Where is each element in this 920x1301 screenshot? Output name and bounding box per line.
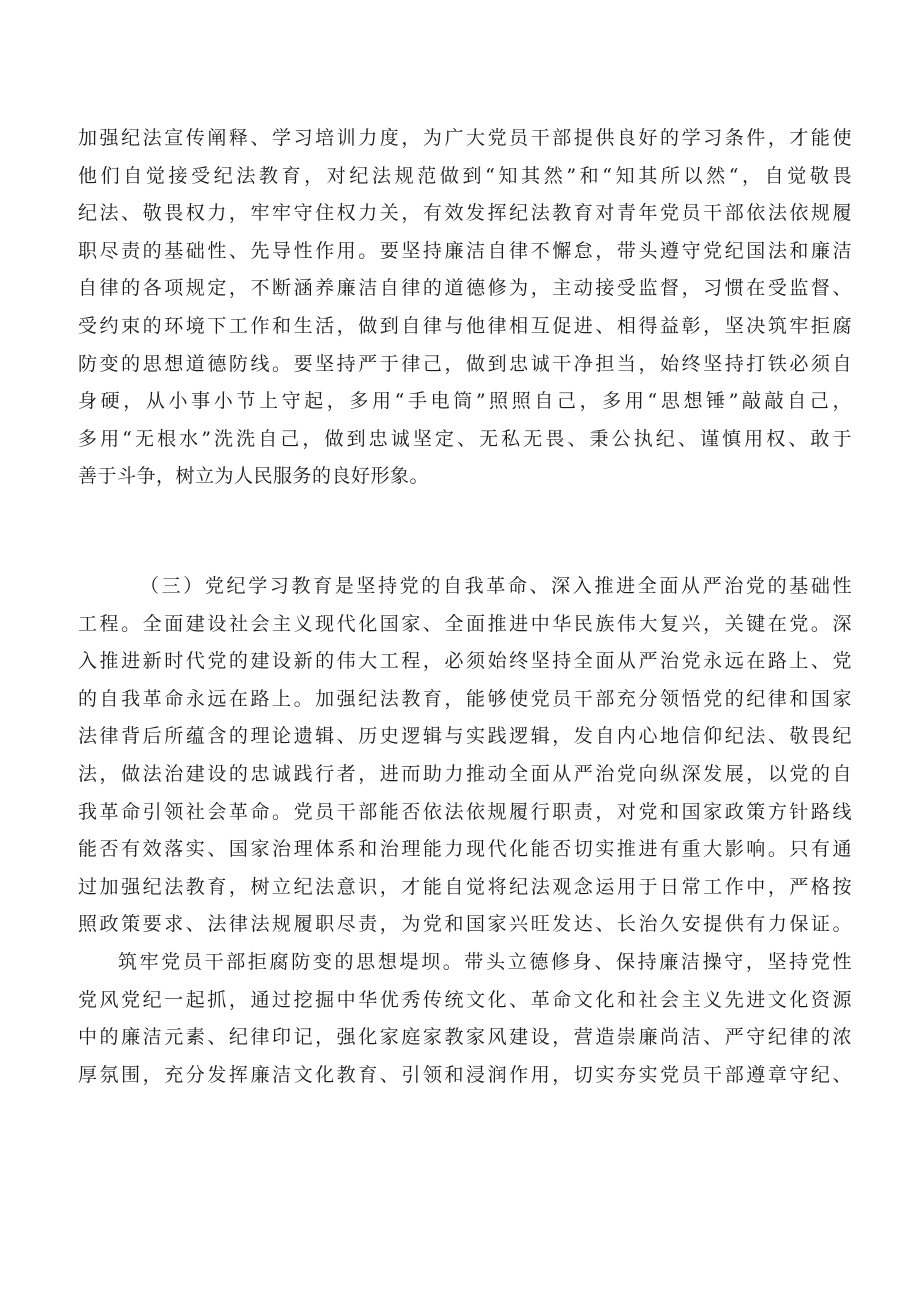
paragraph-2-line: 法，做法治建设的忠诚践行者，进而助力推动全面从严治党向纵深发展，以党的自	[78, 762, 852, 785]
paragraph-2-line: 过加强纪法教育，树立纪法意识，才能自觉将纪法观念运用于日常工作中，严格按	[78, 875, 852, 898]
paragraph-1-line: 纪法、敬畏权力，牢牢守住权力关，有效发挥纪法教育对青年党员干部依法依规履	[78, 202, 852, 225]
paragraph-1-line: 身硬，从小事小节上守起，多用“手电筒”照照自己，多用“思想锤”敲敲自己，	[78, 390, 852, 413]
paragraph-1-line: 受约束的环境下工作和生活，做到自律与他律相互促进、相得益彰，坚决筑牢拒腐	[78, 314, 852, 337]
paragraph-3-line: 厚氛围，充分发挥廉洁文化教育、引领和浸润作用，切实夯实党员干部遵章守纪、	[78, 1063, 852, 1086]
paragraph-2-line: 入推进新时代党的建设新的伟大工程，必须始终坚持全面从严治党永远在路上、党	[78, 650, 852, 673]
paragraph-2-line: 能否有效落实、国家治理体系和治理能力现代化能否切实推进有重大影响。只有通	[78, 838, 852, 861]
paragraph-1-line: 善于斗争，树立为人民服务的良好形象。	[78, 465, 430, 488]
paragraph-1-line: 职尽责的基础性、先导性作用。要坚持廉洁自律不懈怠，带头遵守党纪国法和廉洁	[78, 239, 852, 262]
paragraph-3-line: 党风党纪一起抓，通过挖掘中华优秀传统文化、革命文化和社会主义先进文化资源	[78, 988, 852, 1011]
paragraph-2-line: 照政策要求、法律法规履职尽责，为党和国家兴旺发达、长治久安提供有力保证。	[78, 913, 852, 936]
paragraph-2	[78, 568, 852, 944]
paragraph-2-line: 的自我革命永远在路上。加强纪法教育，能够使党员干部充分领悟党的纪律和国家	[78, 687, 852, 710]
paragraph-2-line: 工程。全面建设社会主义现代化国家、全面推进中华民族伟大复兴，关键在党。深	[78, 612, 852, 635]
paragraph-1-line: 多用“无根水”洗洗自己，做到忠诚坚定、无私无畏、秉公执纪、谨慎用权、敢于	[78, 427, 852, 450]
paragraph-3-line: 中的廉洁元素、纪律印记，强化家庭家教家风建设，营造崇廉尚洁、严守纪律的浓	[78, 1026, 852, 1049]
paragraph-1-line: 自律的各项规定，不断涵养廉洁自律的道德修为，主动接受监督，习惯在受监督、	[78, 277, 852, 300]
paragraph-2-line: 我革命引领社会革命。党员干部能否依法依规履行职责，对党和国家政策方针路线	[78, 800, 852, 823]
paragraph-1-line: 他们自觉接受纪法教育，对纪法规范做到“知其然”和“知其所以然“，自觉敬畏	[78, 164, 852, 187]
paragraph-3	[78, 944, 852, 1094]
paragraph-3-line: 筑牢党员干部拒腐防变的思想堤坝。带头立德修身、保持廉洁操守，坚持党性	[118, 951, 852, 973]
paragraph-2-line: （三）党纪学习教育是坚持党的自我革命、深入推进全面从严治党的基础性	[140, 575, 852, 597]
paragraph-2-line: 法律背后所蕴含的理论遗辑、历史逻辑与实践逻辑，发自内心地信仰纪法、敬畏纪	[78, 725, 852, 748]
paragraph-1	[78, 120, 852, 496]
paragraph-1-line: 防变的思想道德防线。要坚持严于律己，做到忠诚干净担当，始终坚持打铁必须自	[78, 352, 852, 375]
paragraph-1-line: 加强纪法宣传阐释、学习培训力度，为广大党员干部提供良好的学习条件，才能使	[78, 127, 852, 149]
